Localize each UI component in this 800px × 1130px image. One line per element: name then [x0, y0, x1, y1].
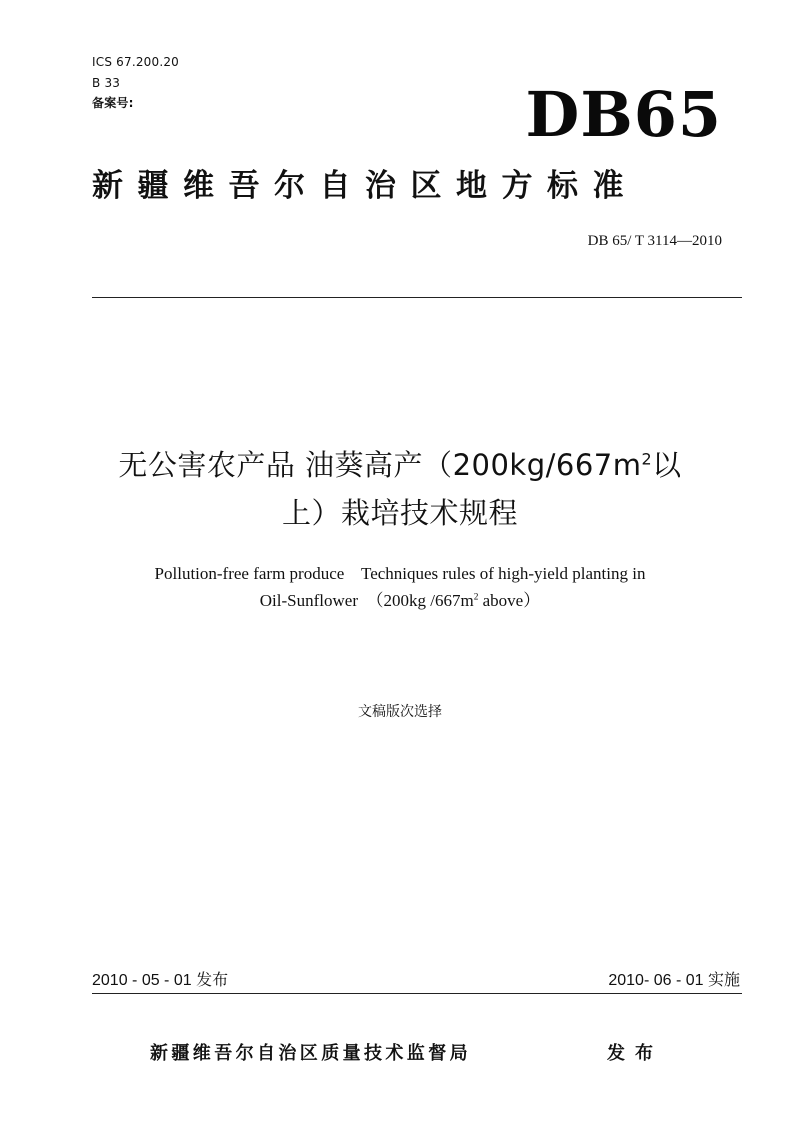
- header-divider: [92, 297, 742, 298]
- english-title-main: Oil-Sunflower （200kg /667m: [259, 591, 474, 610]
- english-title-superscript: 2: [473, 592, 479, 603]
- implementation-date: 2010- 06 - 01 实施: [608, 972, 740, 989]
- ics-code: ICS 67.200.20: [92, 55, 180, 69]
- chinese-title-line-1: [60, 446, 740, 484]
- chinese-title-superscript: 2: [641, 449, 653, 469]
- footer-divider: [92, 993, 742, 994]
- publish-label: 发布: [607, 1043, 663, 1064]
- version-note: 文稿版次选择: [358, 704, 442, 720]
- chinese-title-main: 无公害农产品 油葵高产（200kg/667m: [118, 448, 642, 482]
- standard-category: 新疆维吾尔自治区地方标准: [92, 168, 638, 204]
- standard-number: DB 65/ T 3114—2010: [587, 233, 722, 249]
- chinese-title-line-2: 上）栽培技术规程: [281, 496, 518, 530]
- english-title-tail: above）: [478, 591, 541, 610]
- english-title-line-2: [60, 590, 740, 612]
- record-number-label: 备案号:: [92, 96, 134, 110]
- publisher-name: 新疆维吾尔自治区质量技术监督局: [150, 1043, 471, 1064]
- classification-code: B 33: [92, 76, 121, 90]
- issue-date: 2010 - 05 - 01 发布: [92, 972, 229, 989]
- chinese-title-tail: 以: [652, 448, 682, 482]
- english-title-line-1: Pollution-free farm produce Techniques rules of high-yield planting in: [154, 564, 646, 583]
- standard-logo: DB65: [525, 78, 722, 151]
